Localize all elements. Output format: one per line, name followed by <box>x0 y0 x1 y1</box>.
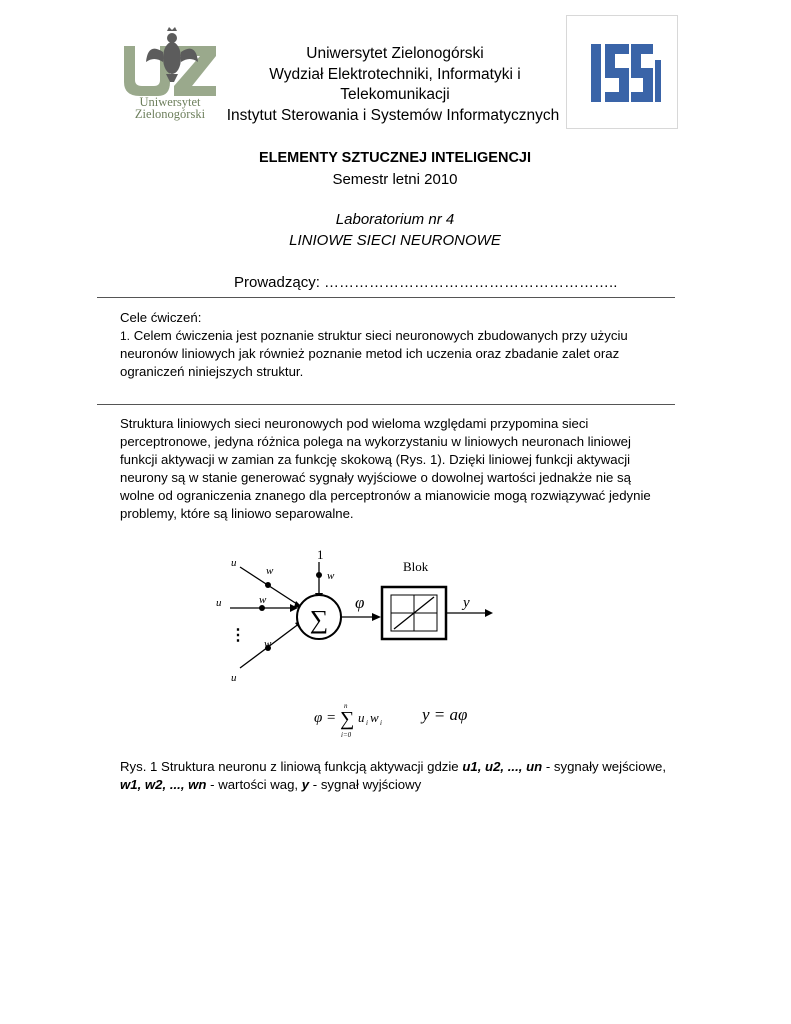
formula-u: u <box>358 710 365 725</box>
input-un: u <box>231 672 237 684</box>
university-name: Uniwersytet Zielonogórski <box>306 45 484 62</box>
body-line-6: problemy, które są liniowo separowalne. <box>120 506 354 521</box>
body-line-1: Struktura liniowych sieci neuronowych pod wieloma względami przypomina sieci <box>120 416 589 431</box>
goals-item-text-1: Celem ćwiczenia jest poznanie struktur sieci neuronowych zbudowanych przy użyciu <box>133 328 628 343</box>
goals-item-number: 1. <box>120 329 131 343</box>
sum-symbol: ∑ <box>309 605 329 634</box>
body-line-2: perceptronowe, jedyna różnica polega na wykorzystaniu w liniowych neuronach liniowej <box>120 434 631 449</box>
formula-sum-top: n <box>344 702 348 710</box>
weight-w1: w <box>266 565 274 577</box>
figure-caption <box>120 758 680 794</box>
formula-u-index: i <box>366 719 368 727</box>
divider-top <box>97 297 675 298</box>
formula-sum-bottom: i=0 <box>341 731 352 739</box>
formula-w-index: i <box>380 719 382 727</box>
formula-sum: ∑ <box>340 708 355 730</box>
body-line-5: wolne od ograniczenia znanego dla perceptronów a mianowicie mogą rozwiązywać jedynie <box>120 488 651 503</box>
lab-title: LINIOWE SIECI NEURONOWE <box>289 232 501 249</box>
caption-output: y <box>301 777 310 792</box>
university-logo <box>118 22 223 122</box>
input-u2: u <box>216 597 222 609</box>
formula-output: y = aφ <box>422 705 468 724</box>
caption-end: - sygnał wyjściowy <box>309 777 422 792</box>
bias-weight: w <box>327 570 335 582</box>
weight-w2: w <box>259 594 267 606</box>
output-y: y <box>463 595 470 611</box>
course-title: ELEMENTY SZTUCZNEJ INTELIGENCJI <box>258 150 532 166</box>
faculty-line-1: Wydział Elektrotechniki, Informatyki i <box>269 65 521 83</box>
phi-label: φ <box>355 593 365 612</box>
inputs-ellipsis: ⋮ <box>230 627 246 644</box>
institute-name: Instytut Sterowania i Systemów Informatycznych <box>226 106 560 124</box>
body-line-3: funkcji aktywacji w zamian za funkcję skokową (Rys. 1). Dzięki liniowej funkcji aktywacji <box>120 452 631 467</box>
semester: Semestr letni 2010 <box>332 171 458 188</box>
instructor-line: Prowadzący: ………………………………………………….. <box>234 274 618 291</box>
bias-label: 1 <box>317 547 324 562</box>
caption-mid2: - wartości wag, <box>206 777 302 792</box>
body-line-4: neurony są w stanie generować sygnały wyjściowe o dowolnej wartości jednakże nie są <box>120 470 631 485</box>
goals-item-text-3: ograniczeń niniejszych struktur. <box>120 364 304 379</box>
goals-heading: Cele ćwiczeń: <box>120 310 202 325</box>
caption-prefix: Rys. 1 Struktura neuronu z liniową funkcją aktywacji gdzie <box>120 759 463 774</box>
faculty-line-2: Telekomunikacji <box>340 86 450 103</box>
caption-weights: w1, w2, ..., wn <box>120 777 207 792</box>
body-paragraph <box>120 415 690 523</box>
divider-bottom <box>97 404 675 405</box>
goals-item-text-2: neuronów liniowych jak również poznanie metod ich uczenia oraz zbadanie zalet oraz <box>120 346 620 361</box>
block-label: Blok <box>403 559 429 574</box>
formula <box>310 698 490 743</box>
logo-text-2: Zielonogórski <box>134 107 206 121</box>
neuron-diagram <box>200 540 500 685</box>
caption-inputs: u1, u2, ..., un <box>462 759 543 774</box>
logo-text-1: Uniwersytet <box>139 95 201 109</box>
header-block <box>225 44 565 126</box>
caption-mid: - sygnały wejściowe, <box>542 759 667 774</box>
goals-section <box>120 309 680 381</box>
formula-w: w <box>370 710 379 725</box>
formula-phi: φ = <box>314 710 337 726</box>
institute-logo <box>566 15 678 129</box>
weight-wn: w <box>264 638 272 650</box>
lab-number: Laboratorium nr 4 <box>335 211 455 228</box>
input-u1: u <box>231 557 237 569</box>
